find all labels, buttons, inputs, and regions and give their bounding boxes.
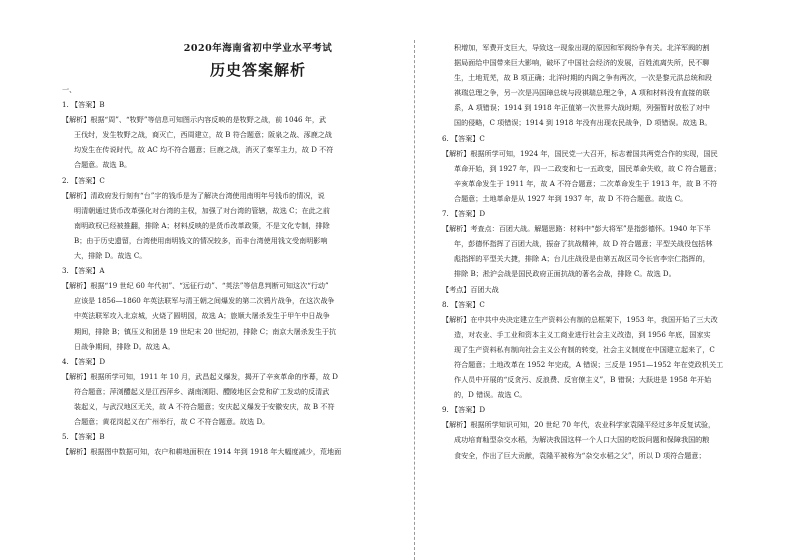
analysis-line: 祺瑞总理之争，另一次是冯国璋总统与段祺瑞总理之争，A 项和材料没有直接的联 <box>454 88 710 98</box>
page-title: 历史答案解析 <box>209 61 306 79</box>
analysis-line: 合题意；土地革命是从 1927 年到 1937 年，故 D 不符合题意。故选 C。 <box>454 193 688 203</box>
analysis-line: 【解析】根据“19 世纪 60 年代初”、“远征行动”、“英法”等信息判断可知这次“行动” <box>62 281 329 291</box>
analysis-line: 生，土地荒芜，故 B 项正确；北洋时期的内阁之争有两次，一次是黎元洪总统和段 <box>454 73 713 83</box>
analysis-line: 符合题意；土地改革在 1952 年完成，A 错误；三反是 1951—1952 年在党政机关工 <box>454 359 724 369</box>
analysis-line: 大，排除 D。故选 C。 <box>74 251 147 261</box>
analysis-line: 南明政权已经被推翻，排除 A；材料反映的是货币改革政策，不是文化专制，排除 <box>74 220 330 230</box>
analysis-line: B；由于历史遗留，台湾使用南明钱文的情况较多，而非台湾使用钱文受南明影响 <box>74 235 328 245</box>
analysis-line: 据局面给中国带来巨大影响，破坏了中国社会经济的发展，百姓流离失所，民不聊 <box>454 58 710 68</box>
analysis-line: 明清朝通过货币改革强化对台湾的主权，加强了对台湾的管辖，故选 C；在此之前 <box>74 205 330 215</box>
answer-6: 6. 【答案】C <box>442 133 485 143</box>
analysis-line: 【解析】根据“周”、“牧野”等信息可知图示内容反映的是牧野之战，前 1046 年，武 <box>62 115 327 125</box>
analysis-line: 符合题意；萍浏醴起义是江西萍乡、湖南浏阳、醴陵地区会党和矿工发动的反清武 <box>74 386 330 396</box>
analysis-line: 期间，排除 B；镇压义和团是 19 世纪末 20 世纪初，排除 C；南京大屠杀发生于抗 <box>74 326 337 336</box>
analysis-line: 革命开始，到 1927 年，四一二政变和七一五政变，国民革命失败，故 C 符合题意； <box>454 163 721 173</box>
analysis-line: 系，A 项错误；1914 到 1918 年正值第一次世界大战时期，列强暂时放松了对中 <box>454 103 710 113</box>
analysis-line: 排除 B；淞沪会战是国民政府正面抗战的著名会战，排除 C。故选 D。 <box>454 269 676 279</box>
analysis-line: 造，对农业、手工业和资本主义工商业进行社会主义改造，到 1956 年底，国家实 <box>454 329 711 339</box>
analysis-line: 【解析】根据图中数据可知，农户和耕地面积在 1914 年到 1918 年大幅度减少，荒地面 <box>62 447 342 457</box>
column-divider <box>414 40 415 560</box>
analysis-line: 【解析】在中共中央决定建立生产资料公有制的总框架下，1953 年，我国开始了三大改 <box>442 314 718 324</box>
analysis-line: 王伐纣，发生牧野之战，商灭亡，西周建立，故 B 符合题意；阪泉之战、涿鹿之战 <box>74 130 333 140</box>
analysis-line: 【解析】清政府发行刻有“台”字的钱币是为了解决台湾使用南明年号钱币的情况，说 <box>62 190 325 200</box>
analysis-line: 合题意；黄花岗起义在广州举行，故 C 不符合题意。故选 D。 <box>74 417 270 427</box>
analysis-line: 【解析】根据所学可知，1924 年，国民党一大召开，标志着国共两党合作的实现，国民 <box>442 148 718 158</box>
analysis-line: 【解析】根据所学可知，1911 年 10 月，武昌起义爆发，揭开了辛亥革命的序幕，故 D <box>62 371 338 381</box>
analysis-line: 【解析】根据所学知识可知，20 世纪 70 年代，农业科学家袁隆平经过多年反复试验， <box>442 420 716 430</box>
analysis-line: 食安全，作出了巨大贡献，袁隆平被称为“杂交水稻之父”，所以 D 项符合题意； <box>454 450 706 460</box>
key-point: 【考点】百团大战 <box>442 284 499 294</box>
section-heading: 一、 <box>62 85 77 94</box>
analysis-line: 应该是 1856—1860 年英法联军与清王朝之间爆发的第二次鸦片战争，在这次战争 <box>74 296 335 306</box>
analysis-line: 积增加，军费开支巨大，导致这一现象出现的原因和军阀纷争有关。北洋军阀的割 <box>454 43 710 52</box>
analysis-line: 日战争期间，排除 D。故选 A。 <box>74 341 175 351</box>
analysis-line: 合题意。故选 B。 <box>74 160 132 170</box>
answer-5: 5. 【答案】B <box>62 432 105 442</box>
answer-4: 4. 【答案】D <box>62 356 106 366</box>
analysis-line: 【解析】考查点：百团大战。解题思路：材料中“彭大将军”是指彭德怀。1940 年下半 <box>442 224 711 234</box>
analysis-line: 装起义，与武汉地区无关，故 A 不符合题意；安庆起义爆发于安徽安庆，故 B 不符 <box>74 401 335 411</box>
answer-8: 8. 【答案】C <box>442 299 485 309</box>
answer-3: 3. 【答案】A <box>62 266 105 276</box>
analysis-line: 年，彭德怀指挥了百团大战，振奋了抗战精神，故 D 符合题意；平型关战役包括林 <box>454 239 713 249</box>
answer-1: 1. 【答案】B <box>62 100 105 110</box>
answer-9: 9. 【答案】D <box>442 405 486 415</box>
analysis-line: 彪指挥的平型关大捷，排除 A；台儿庄战役是由第五战区司令长官李宗仁指挥的， <box>454 254 710 264</box>
exam-subtitle: 2020年海南省初中学业水平考试 <box>183 43 333 54</box>
analysis-line: 辛亥革命发生于 1911 年，故 A 不符合题意；二次革命发生于 1913 年，故 B 不符 <box>454 178 718 188</box>
analysis-line: 的，D 错误。故选 C。 <box>454 390 527 400</box>
answer-2: 2. 【答案】C <box>62 175 105 185</box>
analysis-line: 作人员中开展的“反贪污、反浪费、反官僚主义”，B 错误；大跃进是 1958 年开始 <box>454 375 712 385</box>
left-column <box>62 40 394 459</box>
analysis-line: 中英法联军攻入北京城，火烧了圆明园，故选 A；旅顺大屠杀发生于甲午中日战争 <box>74 311 330 321</box>
right-column <box>442 40 774 463</box>
answer-7: 7. 【答案】D <box>442 209 486 219</box>
analysis-line: 国的侵略，C 项错误；1914 到 1918 年没有出现农民战争，D 项错误。故选 B。 <box>454 118 712 128</box>
analysis-line: 成功培育籼型杂交水稻，为解决我国这样一个人口大国的吃饭问题和保障我国的粮 <box>454 435 710 445</box>
analysis-line: 现了生产资料私有制向社会主义公有制的转变，社会主义制度在中国建立起来了，C <box>454 344 715 354</box>
analysis-line: 均发生在传说时代，故 AC 均不符合题意；巨鹿之战，消灭了秦军主力，故 D 不符 <box>74 145 334 155</box>
